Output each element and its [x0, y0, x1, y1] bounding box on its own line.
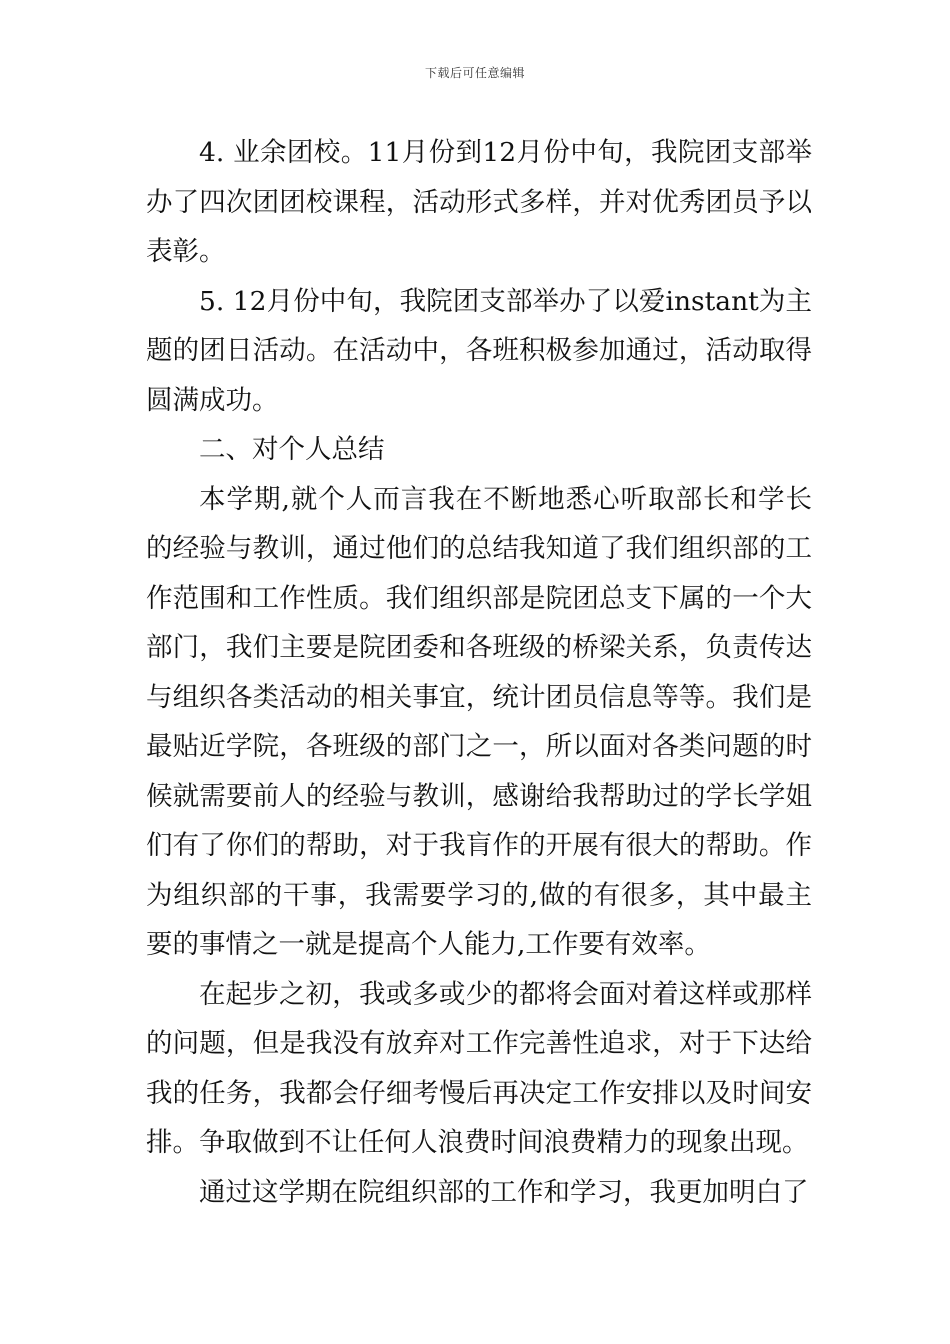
paragraph-youth-school: 4. 业余团校。11月份到12月份中旬，我院团支部举办了四次团团校课程，活动形式多样，并对优秀团员予以表彰。: [146, 137, 812, 267]
paragraph-early-stage: 在起步之初，我或多或少的都将会面对着这样或那样的问题，但是我没有放弃对工作完善性追求，对于下达给我的任务，我都会仔细考慢后再决定工作安排以及时间安排。争取做到不让任何人浪费时间浪费精力的现象出现。: [146, 978, 812, 1158]
paragraph-semester-reflection: 通过这学期在院组织部的工作和学习，我更加明白了: [199, 1176, 809, 1208]
paragraph-personal-experience: 本学期,就个人而言我在不断地悉心听取部长和学长的经验与教训，通过他们的总结我知道了我们组织部的工作范围和工作性质。我们组织部是院团总支下属的一个大部门，我们主要是院团委和各班级的桥梁关系，负责传达与组织各类活动的相关事宜，统计团员信息等等。我们是最贴近学院，各班级的部门之一，所以面对各类问题的时候就需要前人的经验与教训，感谢给我帮助过的学长学姐们有了你们的帮助，对于我肓作的开展有很大的帮助。作为组织部的干事，我需要学习的,做的有很多，其中最主要的事情之一就是提高个人能力,工作要有效率。: [146, 483, 812, 960]
document-body: [146, 128, 812, 1217]
section-heading-personal-summary: 二、对个人总结: [199, 434, 385, 465]
page-header-note: 下载后可任意编辑: [424, 66, 525, 80]
paragraph-league-day: 5. 12月份中旬，我院团支部举办了以爱instant为主题的团日活动。在活动中，各班积极参加通过，活动取得圆满成功。: [146, 285, 812, 416]
